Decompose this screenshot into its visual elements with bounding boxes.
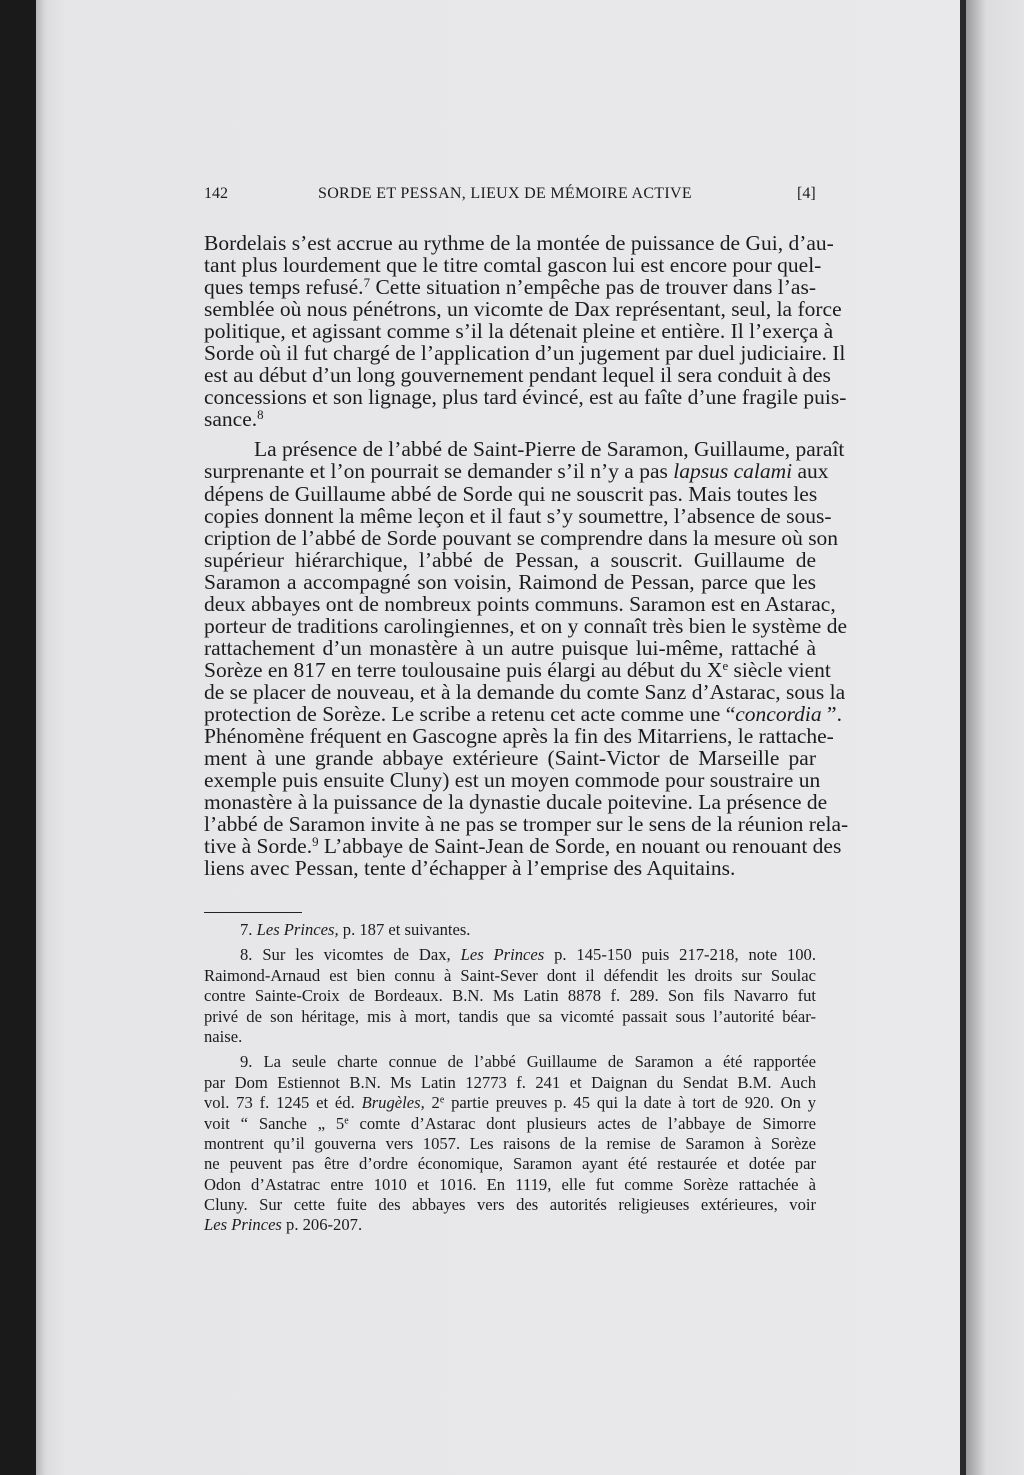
text-line (204, 966, 816, 986)
text-line (204, 657, 831, 682)
text-run: montrent qu’il gouverna vers 1057. Les raisons de la remise de Saramon à Sorèze (204, 1133, 816, 1153)
italic-text: Brugèles, (361, 1093, 425, 1113)
text-line (204, 1195, 816, 1215)
text-line (204, 812, 849, 837)
text-line (204, 571, 816, 593)
text-run: tant plus lourdement que le titre comtal gascon lui est encore pour quel- (204, 253, 822, 278)
text-run: L’abbaye de Saint-Jean de Sorde, en nouant ou renouant des (318, 834, 842, 859)
footnote-reference: 7 (363, 276, 371, 290)
text-line (204, 231, 834, 255)
text-line (204, 276, 816, 298)
text-run: p. 145-150 puis 217-218, note 100. (544, 945, 816, 965)
text-run: Sorde où il fut chargé de l’application d’un jugement par duel judiciaire. Il (204, 341, 846, 366)
text-line (204, 1154, 816, 1174)
text-run: ques temps refusé. (204, 275, 364, 300)
text-run: tive à Sorde. (204, 834, 313, 859)
text-run: ment à une grande abbaye extérieure (Saint-Victor de Marseille par (204, 746, 816, 771)
paragraph (204, 231, 847, 432)
text-run: Sorèze en 817 en terre toulousaine puis élargi au début du X (204, 657, 723, 682)
text-run: dépens de Guillaume abbé de Sorde qui ne souscrit pas. Mais toutes les (204, 481, 818, 506)
text-line (204, 1093, 816, 1113)
text-line (204, 408, 816, 430)
text-line (204, 319, 834, 344)
text-run: vol. 73 f. 1245 et éd. (204, 1093, 362, 1113)
text-run: monastère à la puissance de la dynastie ducale poitevine. La présence de (204, 790, 828, 815)
section-marker: [4] (797, 185, 816, 202)
text-line (204, 363, 831, 388)
text-line (204, 297, 842, 322)
text-line (204, 525, 839, 550)
footnote (204, 920, 816, 940)
text-run: liens avec Pessan, tente d’échapper à l’emprise des Aquitains. (204, 856, 736, 881)
text-line (204, 747, 816, 769)
text-run: est au début d’un long gouvernement pendant lequel il sera conduit à des (204, 363, 831, 388)
text-run: politique, et agissant comme s’il la détenait pleine et entière. Il l’exerça à (204, 319, 834, 344)
text-line (204, 1007, 816, 1027)
text-run: exemple puis ensuite Cluny) est un moyen commode pour soustraire un (204, 768, 821, 793)
text-run: cription de l’abbé de Sorde pouvant se comprendre dans la mesure où son (204, 525, 839, 550)
text-run: partie preuves p. 45 qui la date à tort de 920. On y (444, 1093, 816, 1113)
text-run: protection de Sorèze. Le scribe a retenu cet acte comme une “ (204, 701, 736, 726)
footnote-reference: e (722, 658, 729, 673)
text-line (204, 385, 847, 410)
italic-text: concordia (735, 701, 822, 726)
facing-page-edge (966, 0, 1024, 1475)
text-line (204, 679, 846, 704)
paragraph (204, 437, 849, 881)
text-run: semblée où nous pénétrons, un vicomte de Dax représentant, seul, la force (204, 297, 842, 322)
text-run: privé de son héritage, mis à mort, tandis que sa vicomté passait sous l’autorité béar- (204, 1006, 816, 1026)
footnote-separator (204, 912, 302, 913)
text-line (204, 945, 816, 965)
text-line (204, 437, 845, 462)
text-run: naise. (204, 1026, 243, 1046)
text-line (204, 613, 848, 638)
text-line (204, 591, 836, 616)
footnote-reference: e (344, 1115, 349, 1127)
text-run: p. 187 et suivantes. (338, 920, 471, 939)
italic-text: Les Princes, (256, 920, 339, 939)
footnotes (204, 920, 816, 1236)
text-line (204, 857, 816, 879)
text-run: contre Sainte-Croix de Bordeaux. B.N. Ms Latin 8878 f. 289. Son fils Navarro fut (204, 986, 816, 1006)
text-line (204, 253, 822, 278)
text-line (204, 341, 846, 366)
italic-text: Les Princes (460, 945, 545, 965)
text-run: 7. (240, 920, 257, 939)
text-run: voit “ Sanche „ 5 (204, 1113, 345, 1133)
footnote-reference: 9 (312, 835, 319, 850)
text-run: 9. La seule charte connue de l’abbé Guillaume de Saramon a été rapportée (240, 1052, 816, 1072)
text-run: de se placer de nouveau, et à la demande du comte Sanz d’Astarac, sous la (204, 679, 846, 704)
page-number: 142 (204, 185, 228, 202)
text-line (204, 1052, 816, 1072)
text-line (204, 1073, 816, 1093)
text-run: Saramon a accompagné son voisin, Raimond de Pessan, parce que les (204, 569, 816, 594)
running-title: SORDE ET PESSAN, LIEUX DE MÉMOIRE ACTIVE (318, 185, 692, 202)
text-run: copies donnent la même leçon et il faut s’y soumettre, l’absence de sous- (204, 503, 832, 528)
text-run: deux abbayes ont de nombreux points communs. Saramon est en Astarac, (204, 591, 836, 616)
text-line (204, 503, 832, 528)
text-line (204, 1215, 816, 1235)
text-run: porteur de traditions carolingiennes, et on y connaît très bien le système de (204, 613, 848, 638)
text-run: 2 (424, 1093, 440, 1113)
text-line (204, 459, 829, 484)
text-run: sance. (204, 407, 258, 432)
text-run: Raimond-Arnaud est bien connu à Saint-Sever dont il défendit les droits sur Soulac (204, 965, 816, 985)
text-line (204, 790, 828, 815)
text-line (204, 637, 816, 659)
text-line (204, 1134, 816, 1154)
text-line (204, 1114, 816, 1134)
italic-text: Les Princes (204, 1215, 282, 1235)
text-line (204, 986, 816, 1006)
footnote-reference: 8 (257, 408, 264, 423)
footnote-reference: e (439, 1094, 445, 1106)
text-run: Cette situation n’empêche pas de trouver dans l’as- (370, 275, 816, 300)
text-run: par Dom Estiennot B.N. Ms Latin 12773 f. 241 et Daignan du Sendat B.M. Auch (204, 1072, 816, 1092)
text-line (204, 768, 821, 793)
text-line (204, 483, 816, 505)
text-run: Cluny. Sur cette fuite des abbayes vers des autorités religieuses extérieures, voir (204, 1195, 816, 1215)
text-line (204, 724, 834, 749)
text-line (204, 701, 842, 726)
text-run: Bordelais s’est accrue au rythme de la montée de puissance de Gui, d’au- (204, 231, 834, 255)
text-run: Odon d’Astatrac entre 1010 et 1016. En 1119, elle fut comme Sorèze rattachée à (204, 1174, 816, 1194)
italic-text: lapsus calami (673, 459, 793, 484)
body-text (204, 231, 849, 881)
footnote (204, 1052, 816, 1236)
text-line (204, 549, 816, 571)
text-run: p. 206-207. (281, 1215, 363, 1235)
text-run: ne peuvent pas être d’ordre économique, Saramon ayant été restaurée et dotée par (204, 1154, 816, 1174)
text-line (204, 920, 816, 940)
text-line (204, 1175, 816, 1195)
text-run: l’abbé de Saramon invite à ne pas se tromper sur le sens de la réunion rela- (204, 812, 849, 837)
text-run: 8. Sur les vicomtes de Dax, (240, 945, 461, 965)
text-run: ”. (821, 701, 842, 726)
text-run: siècle vient (728, 657, 831, 682)
footnote (204, 945, 816, 1047)
text-run: concessions et son lignage, plus tard évincé, est au faîte d’une fragile puis- (204, 385, 847, 410)
text-line (204, 834, 842, 859)
text-run: La présence de l’abbé de Saint-Pierre de Saramon, Guillaume, paraît (254, 437, 845, 462)
text-run: comte d’Astarac dont plusieurs actes de l’abbaye de Simorre (348, 1113, 816, 1133)
text-run: aux (792, 459, 829, 484)
text-run: rattachement d’un monastère à un autre puisque lui-même, rattaché à (204, 635, 816, 660)
text-run: surprenante et l’on pourrait se demander s’il n’y a pas (204, 459, 674, 484)
text-run: supérieur hiérarchique, l’abbé de Pessan, a souscrit. Guillaume de (204, 547, 816, 572)
text-run: Phénomène fréquent en Gascogne après la fin des Mitarriens, le rattache- (204, 724, 834, 749)
text-line (204, 1027, 816, 1047)
